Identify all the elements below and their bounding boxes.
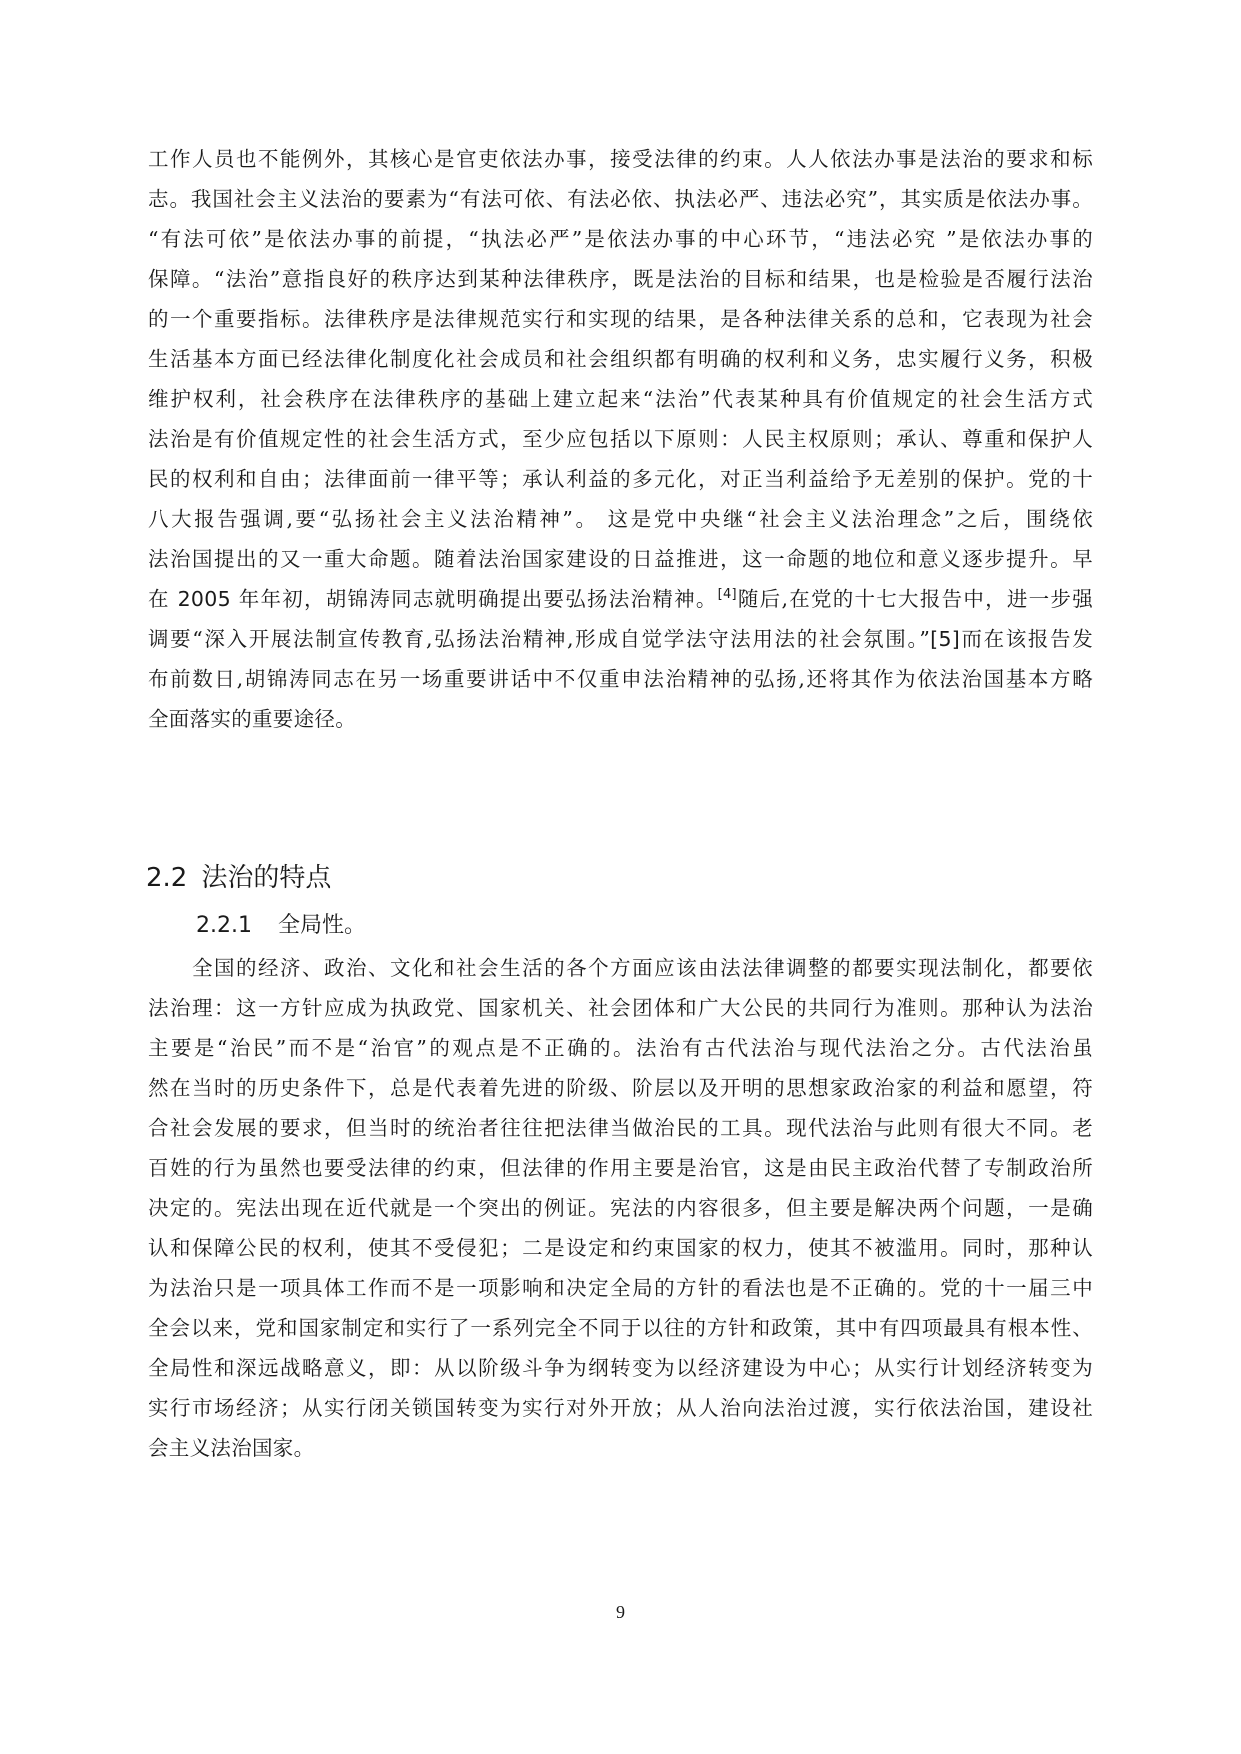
page-number: 9: [616, 1602, 625, 1622]
paragraph-2: [148, 948, 1093, 1468]
paragraph-line: 百姓的行为虽然也要受法律的约束，但法律的作用主要是治官，这是由民主政治代替了专制政治所: [148, 1156, 1093, 1180]
line-text: 而在该报告发: [960, 627, 1093, 651]
paragraph-line: 工作人员也不能例外，其核心是官吏依法办事，接受法律的约束。人人依法办事是法治的要求和标: [148, 147, 1093, 171]
paragraph-line: 全会以来，党和国家制定和实行了一系列完全不同于以往的方针和政策，其中有四项最具有根本性、: [148, 1316, 1093, 1340]
citation-ref-4[interactable]: [4]: [717, 587, 737, 603]
paragraph-line: 决定的。宪法出现在近代就是一个突出的例证。宪法的内容很多，但主要是解决两个问题，一是确: [148, 1196, 1093, 1220]
paragraph-line: 全面落实的重要途径。: [148, 707, 356, 731]
section-number: 2.2: [146, 863, 188, 893]
paragraph-line: 全国的经济、政治、文化和社会生活的各个方面应该由法法律调整的都要实现法制化，都要依: [192, 956, 1093, 980]
paragraph-line: 法治国提出的又一重大命题。随着法治国家建设的日益推进，这一命题的地位和意义逐步提升。早: [148, 547, 1093, 571]
paragraph-line: 然在当时的历史条件下，总是代表着先进的阶级、阶层以及开明的思想家政治家的利益和愿望，符: [148, 1076, 1093, 1100]
paragraph-line: 为法治只是一项具体工作而不是一项影响和决定全局的方针的看法也是不正确的。党的十一届三中: [148, 1276, 1093, 1300]
line-text: 随后,在党的十七大报告中，进一步强: [736, 587, 1093, 611]
paragraph-line: 保障。“法治”意指良好的秩序达到某种法律秩序，既是法治的目标和结果，也是检验是否履行法治: [148, 267, 1093, 291]
paragraph-line: 认和保障公民的权利，使其不受侵犯；二是设定和约束国家的权力，使其不被滥用。同时，那种认: [148, 1236, 1093, 1260]
citation-ref-5[interactable]: [5]: [930, 627, 961, 651]
paragraph-line-with-citation-4: [148, 579, 1093, 619]
paragraph-line: “有法可依”是依法办事的前提，“执法必严”是依法办事的中心环节，“违法必究 ”是依法办事的: [148, 227, 1093, 251]
paragraph-line: 实行市场经济；从实行闭关锁国转变为实行对外开放；从人治向法治过渡，实行依法治国，建设社: [148, 1396, 1093, 1420]
paragraph-line: 民的权利和自由；法律面前一律平等；承认利益的多元化，对正当利益给予无差别的保护。党的十: [148, 467, 1093, 491]
paragraph-line: 的一个重要指标。法律秩序是法律规范实行和实现的结果，是各种法律关系的总和，它表现为社会: [148, 307, 1093, 331]
section-heading: [146, 858, 331, 898]
paragraph-line: 合社会发展的要求，但当时的统治者往往把法律当做治民的工具。现代法治与此则有很大不同。老: [148, 1116, 1093, 1140]
line-text: 在: [148, 587, 178, 611]
year-text: 2005: [177, 587, 231, 611]
paragraph-line: 生活基本方面已经法律化制度化社会成员和社会组织都有明确的权利和义务，忠实履行义务，积极: [148, 347, 1093, 371]
paragraph-line: 布前数日,胡锦涛同志在另一场重要讲话中不仅重申法治精神的弘扬,还将其作为依法治国基本方略: [148, 667, 1093, 691]
line-text: 年年初，胡锦涛同志就明确提出要弘扬法治精神。: [230, 587, 718, 611]
subsection-heading: [196, 906, 366, 946]
subsection-title: 全局性。: [277, 913, 366, 938]
paragraph-line: 八大报告强调,要“弘扬社会主义法治精神”。 这是党中央继“社会主义法治理念”之后，围绕依: [148, 507, 1093, 531]
line-text: 调要“深入开展法制宣传教育,弘扬法治精神,形成自觉学法守法用法的社会氛围。”: [148, 627, 931, 651]
subsection-number: 2.2.1: [196, 913, 252, 938]
paragraph-line: 志。我国社会主义法治的要素为“有法可依、有法必依、执法必严、违法必究”，其实质是依法办事。: [148, 187, 1093, 211]
paragraph-line-with-citation-5: [148, 619, 1093, 659]
paragraph-line: 主要是“治民”而不是“治官”的观点是不正确的。法治有古代法治与现代法治之分。古代法治虽: [148, 1036, 1093, 1060]
section-title: 法治的特点: [201, 863, 332, 893]
paragraph-1: [148, 139, 1093, 739]
paragraph-line: 法治是有价值规定性的社会生活方式，至少应包括以下原则：人民主权原则；承认、尊重和保护人: [148, 427, 1093, 451]
paragraph-line: 全局性和深远战略意义，即：从以阶级斗争为纲转变为以经济建设为中心；从实行计划经济转变为: [148, 1356, 1093, 1380]
paragraph-line: 法治理：这一方针应成为执政党、国家机关、社会团体和广大公民的共同行为准则。那种认为法治: [148, 996, 1093, 1020]
paragraph-line: 会主义法治国家。: [148, 1436, 315, 1460]
paragraph-line: 维护权利，社会秩序在法律秩序的基础上建立起来“法治”代表某种具有价值规定的社会生活方式: [148, 387, 1093, 411]
